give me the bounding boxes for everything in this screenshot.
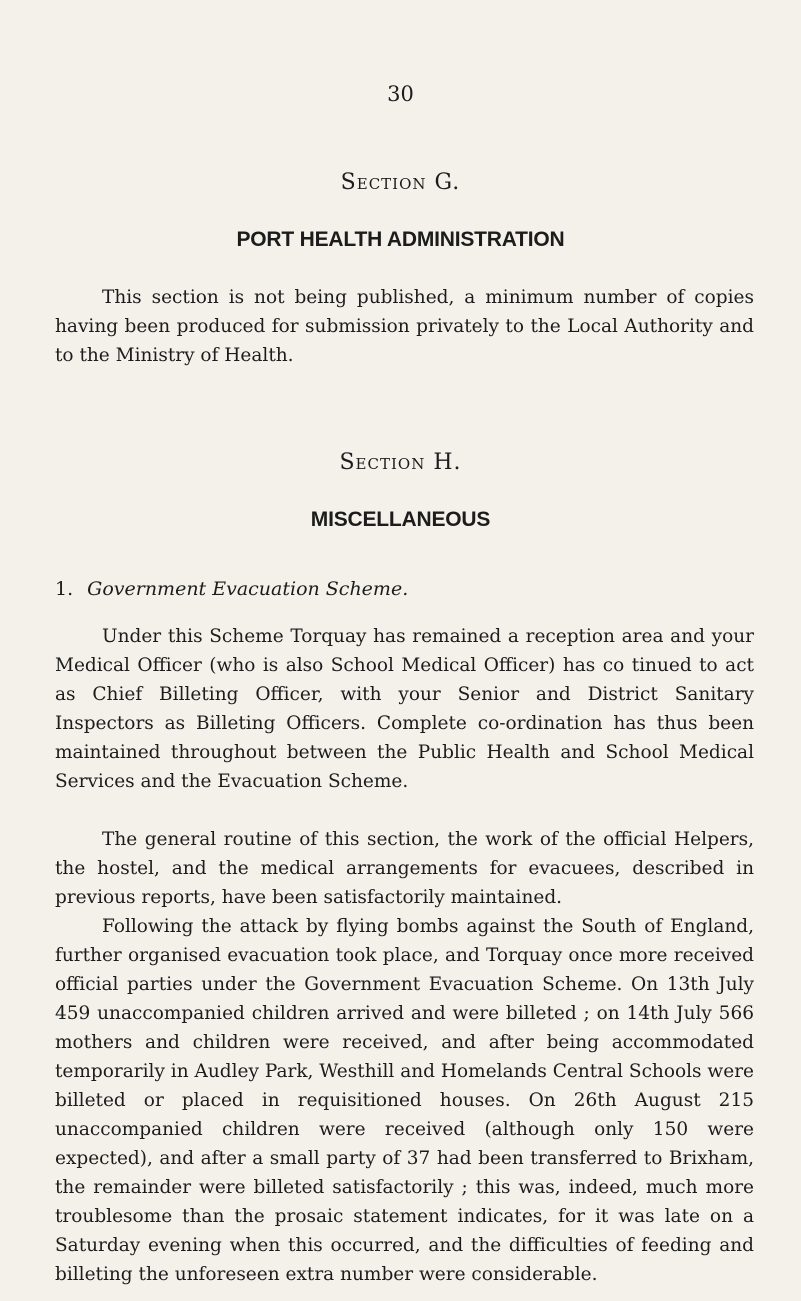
paragraph-evacuation-1: Under this Scheme Torquay has remained a reception area and your Medical Officer (who is also School Medical Officer) has co tinued to act as Chief Billeting Officer, with your Senior and District Sanitary Inspectors as Billeting Officers. Complete co-ordination has thus been maintained throughout between the Public Health and School Medical Services and the Evacuation Scheme. (55, 626, 754, 792)
subsection-heading (55, 578, 754, 600)
paragraph-evacuation-2: The general routine of this section, the work of the official Helpers, the hostel, and the medical arrangements for evacuees, described in previous reports, have been satisfactorily maintained. (55, 829, 754, 908)
page-number: 30 (387, 82, 414, 106)
section-g-paragraph: This section is not being published, a minimum number of copies having been produced for submission privately to the Local Authority and to the Ministry of Health. (55, 287, 754, 366)
section-h-title: MISCELLANEOUS (310, 508, 491, 531)
section-g-label: Section G. (340, 170, 461, 195)
section-g-title: PORT HEALTH ADMINISTRATION (236, 228, 565, 251)
paragraph-evacuation-3: Following the attack by flying bombs against the South of England, further organised evacuation took place, and Torquay once more received official parties under the Government Evacuation Scheme. On 13th July 459 unaccompanied children arrived and were billeted ; on 14th July 566 mothers and children were received, and after being accommodated temporarily in Audley Park, Westhill and Homelands Central Schools were billeted or placed in requisitioned houses. On 26th August 215 unaccompanied children were received (although only 150 were expected), and after a small party of 37 had been transferred to Brixham, the remainder were billeted satisfactorily ; this was, indeed, much more troublesome than the prosaic statement indicates, for it was late on a Saturday evening when this occurred, and the difficulties of feeding and billeting the unforeseen extra number were considerable. (55, 916, 754, 1285)
subsection-title: Government Evacuation Scheme. (87, 578, 409, 600)
section-h-label: Section H. (339, 450, 462, 475)
subsection-number: 1. (55, 578, 74, 600)
